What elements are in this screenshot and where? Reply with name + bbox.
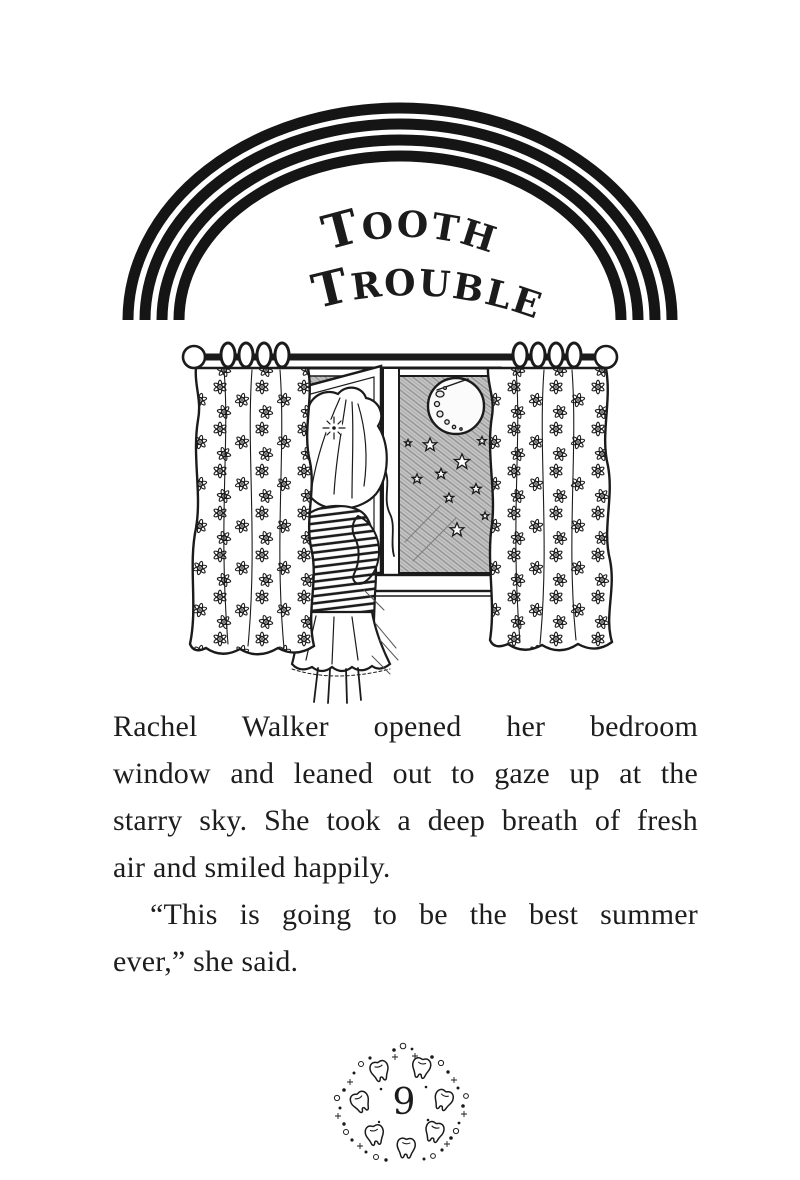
curtain-rod	[183, 343, 617, 368]
curtain-right-flowers	[488, 368, 612, 650]
text-line: window and leaned out to gaze up at the	[113, 757, 698, 790]
text-line: starry sky. She took a deep breath of fresh	[113, 804, 698, 837]
story-text	[113, 703, 698, 985]
full-moon	[428, 378, 484, 434]
paragraph-1	[113, 703, 698, 891]
page-number: 9	[392, 1082, 416, 1123]
text-line: “This is going to be the best summer	[150, 898, 698, 931]
window-illustration	[183, 343, 617, 703]
curtain-right	[488, 368, 612, 650]
text-line: Rachel Walker opened her bedroom	[113, 710, 698, 743]
text-line: air and smiled happily.	[113, 851, 391, 884]
text-line: ever,” she said.	[113, 945, 299, 978]
rod-finial-right	[595, 346, 617, 368]
night-sky-pane	[399, 376, 493, 573]
chapter-title	[307, 199, 548, 328]
curtain-left	[190, 368, 314, 654]
rod-finial-left	[183, 346, 205, 368]
paragraph-2	[113, 891, 698, 985]
chapter-title-word2: TROUBLE	[306, 257, 548, 328]
chapter-title-word1: TOOTH	[316, 198, 503, 262]
